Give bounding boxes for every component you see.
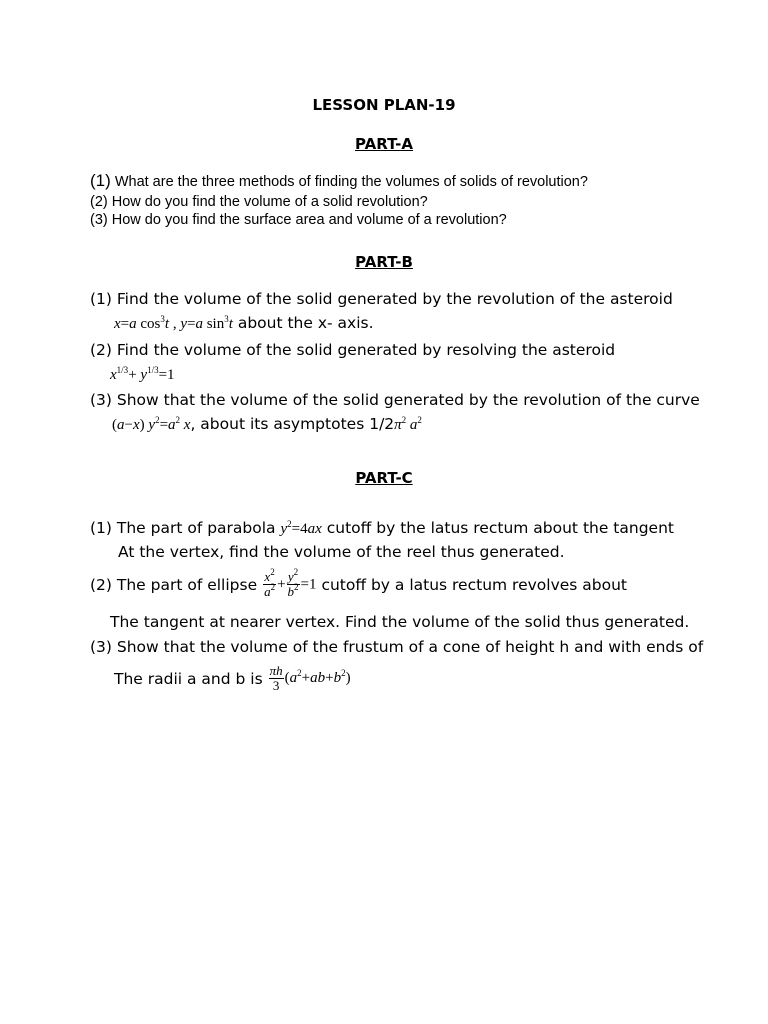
frustum-fraction: $\frac{\pi h}{3}$: [269, 663, 283, 694]
ellipse-y-term: $\frac{y^2}{b^2}$: [287, 567, 299, 600]
part-c-question-1: [90, 519, 674, 538]
part-c-q3-prefix: The radii a and b is: [114, 669, 263, 688]
asymptote-value-formula: $\pi^2$ $a^2$: [394, 415, 422, 433]
part-c-question-3-cont: [114, 664, 351, 694]
parabola-formula: $y^2=4ax$: [280, 519, 322, 537]
part-a-heading: PART-A: [355, 135, 413, 153]
part-b-question-2-cont: [110, 365, 175, 384]
part-a-question-2: (2) How do you find the volume of a solid revolution?: [90, 194, 428, 210]
part-c-question-1-cont: At the vertex, find the volume of the reel thus generated.: [118, 543, 565, 561]
asteroid-implicit-formula: $x^{1/3}+ y^{1/3}=1$: [110, 365, 175, 383]
part-c-question-2-cont: The tangent at nearer vertex. Find the volume of the solid thus generated.: [110, 613, 690, 631]
part-b-heading: PART-B: [355, 253, 413, 271]
part-c-heading: PART-C: [355, 469, 413, 487]
part-a-q1-text: What are the three methods of finding the volumes of solids of revolution?: [114, 174, 588, 190]
asteroid-parametric-formula: x=a $\cos^3t$ , y=a $\sin^3t$: [114, 314, 233, 332]
part-a-question-1: [90, 171, 588, 191]
part-b-question-1: (1) Find the volume of the solid generated by the revolution of the asteroid: [90, 290, 673, 308]
part-c-q2-prefix: (2) The part of ellipse: [90, 575, 258, 594]
part-c-question-3: (3) Show that the volume of the frustum of a cone of height h and with ends of: [90, 638, 704, 656]
part-b-question-1-cont: [114, 314, 374, 333]
lesson-title: LESSON PLAN-19: [312, 96, 456, 114]
part-b-question-3: (3) Show that the volume of the solid generated by the revolution of the curve: [90, 391, 700, 409]
part-b-q3-suffix: , about its asymptotes 1/2: [190, 415, 395, 433]
part-c-q1-suffix: cutoff by the latus rectum about the tangent: [326, 519, 674, 537]
part-c-q1-prefix: (1) The part of parabola: [90, 519, 276, 537]
part-b-question-3-cont: [112, 415, 422, 434]
part-b-q1-suffix: about the x- axis.: [237, 314, 374, 332]
part-a-q1-number: (1): [90, 171, 111, 190]
part-b-question-2: (2) Find the volume of the solid generated by resolving the asteroid: [90, 341, 616, 359]
curve-formula: (a−x) $y^2=a^2$ x: [112, 415, 191, 433]
part-c-q2-suffix: cutoff by a latus rectum revolves about: [321, 575, 628, 594]
frustum-formula: $(a^2+ab+b^2)$: [284, 668, 351, 687]
ellipse-x-term: $\frac{x^2}{a^2}$: [264, 567, 276, 600]
part-c-question-2: (2) The part of ellipse $\frac{x^2}{a^2}$ + $\frac{y^2}{b^2}$ =1 cutoff by a latus rectum revolves about: [90, 567, 628, 600]
part-a-question-3: (3) How do you find the surface area and volume of a revolution?: [90, 212, 507, 228]
